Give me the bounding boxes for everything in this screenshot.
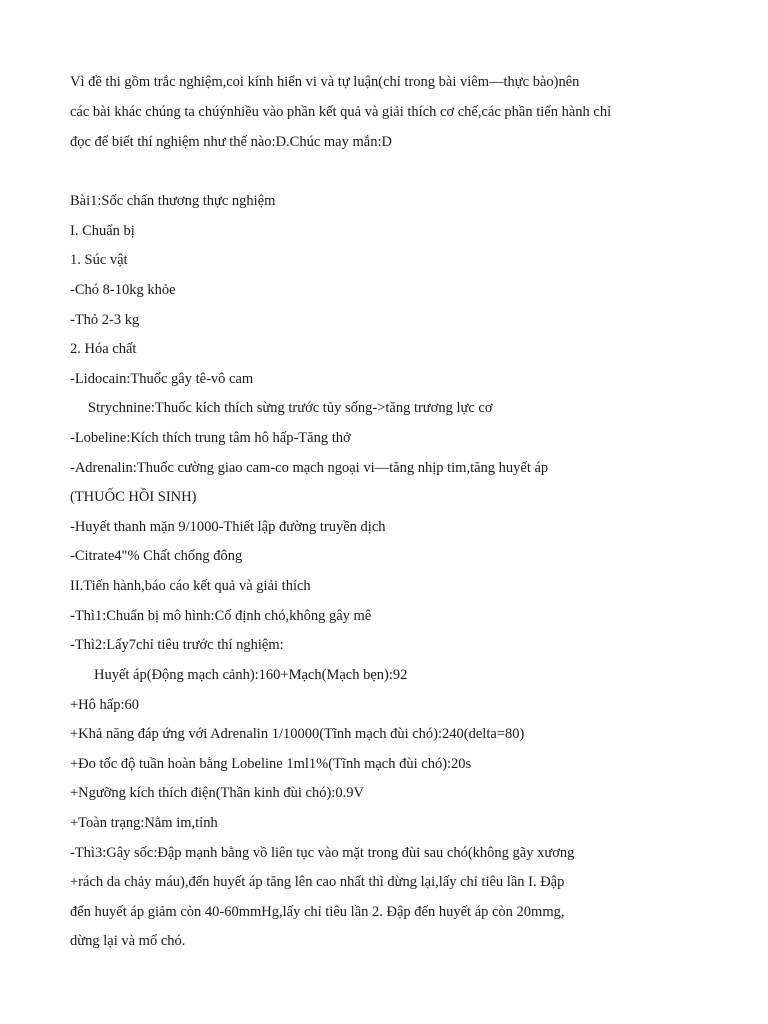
list-item-lidocain: -Lidocain:Thuốc gây tê-vô cam xyxy=(70,371,254,387)
step-1: -Thì1:Chuẩn bị mô hình:Cố định chó,không gây mê xyxy=(70,608,372,624)
section-heading-preparation: I. Chuẩn bị xyxy=(70,223,135,239)
section-heading-procedure: II.Tiến hành,báo cáo kết quả và giải thích xyxy=(70,578,311,594)
step-3-line-3: đến huyết áp giảm còn 40-60mmHg,lấy chỉ tiêu lần 2. Đập đến huyết áp còn 20mmg, xyxy=(70,904,565,920)
lesson-title: Bài1:Sốc chấn thương thực nghiệm xyxy=(70,193,276,209)
step-3-line-1: -Thì3:Gây sốc:Đập mạnh bằng vồ liên tục vào mặt trong đùi sau chó(không gãy xương xyxy=(70,845,575,861)
step-2-blood-pressure: Huyết áp(Động mạch cảnh):160+Mạch(Mạch bẹn):92 xyxy=(94,667,408,683)
list-item-citrate: -Citrate4"% Chất chống đông xyxy=(70,548,243,564)
list-item-rabbit: -Thỏ 2-3 kg xyxy=(70,312,140,328)
step-2: -Thì2:Lấy7chỉ tiêu trước thí nghiệm: xyxy=(70,637,284,653)
intro-line-1: Vì đề thi gồm trắc nghiệm,coi kính hiển vi và tự luận(chỉ trong bài viêm—thực bào)nên xyxy=(70,74,580,90)
step-2-respiration: +Hô hấp:60 xyxy=(70,697,139,713)
step-2-general-state: +Toàn trạng:Nằm im,tỉnh xyxy=(70,815,218,831)
list-item-lobeline: -Lobeline:Kích thích trung tâm hô hấp-Tăng thở xyxy=(70,430,351,446)
list-item-adrenalin-note: (THUỐC HỒI SINH) xyxy=(70,489,197,505)
list-item-adrenalin: -Adrenalin:Thuốc cường giao cam-co mạch ngoại vi—tăng nhịp tim,tăng huyết áp xyxy=(70,460,549,476)
list-item-saline: -Huyết thanh mặn 9/1000-Thiết lập đường truyền dịch xyxy=(70,519,386,535)
list-item-dog: -Chó 8-10kg khỏe xyxy=(70,282,176,298)
step-2-circulation-speed: +Đo tốc độ tuần hoàn bằng Lobeline 1ml1%(Tĩnh mạch đùi chó):20s xyxy=(70,756,472,772)
step-3-line-2: +rách da chảy máu),đến huyết áp tăng lên cao nhất thì dừng lại,lấy chỉ tiêu lần I. Đập xyxy=(70,874,565,890)
step-2-electrical-threshold: +Ngưỡng kích thích điện(Thần kinh đùi chó):0.9V xyxy=(70,785,364,801)
subheading-animals: 1. Súc vật xyxy=(70,252,128,268)
subheading-chemicals: 2. Hóa chất xyxy=(70,341,137,357)
intro-line-3: đọc để biết thí nghiệm như thế nào:D.Chúc may mắn:D xyxy=(70,134,392,150)
list-item-strychnine: Strychnine:Thuốc kích thích sừng trước tủy sống->tăng trương lực cơ xyxy=(88,400,493,416)
intro-line-2: các bài khác chúng ta chúýnhiều vào phần kết quả và giải thích cơ chế,các phần tiến hành chỉ xyxy=(70,104,612,120)
step-2-adrenalin-response: +Khả năng đáp ứng với Adrenalin 1/10000(Tĩnh mạch đùi chó):240(delta=80) xyxy=(70,726,525,742)
step-3-line-4: dừng lại và mổ chó. xyxy=(70,933,186,949)
